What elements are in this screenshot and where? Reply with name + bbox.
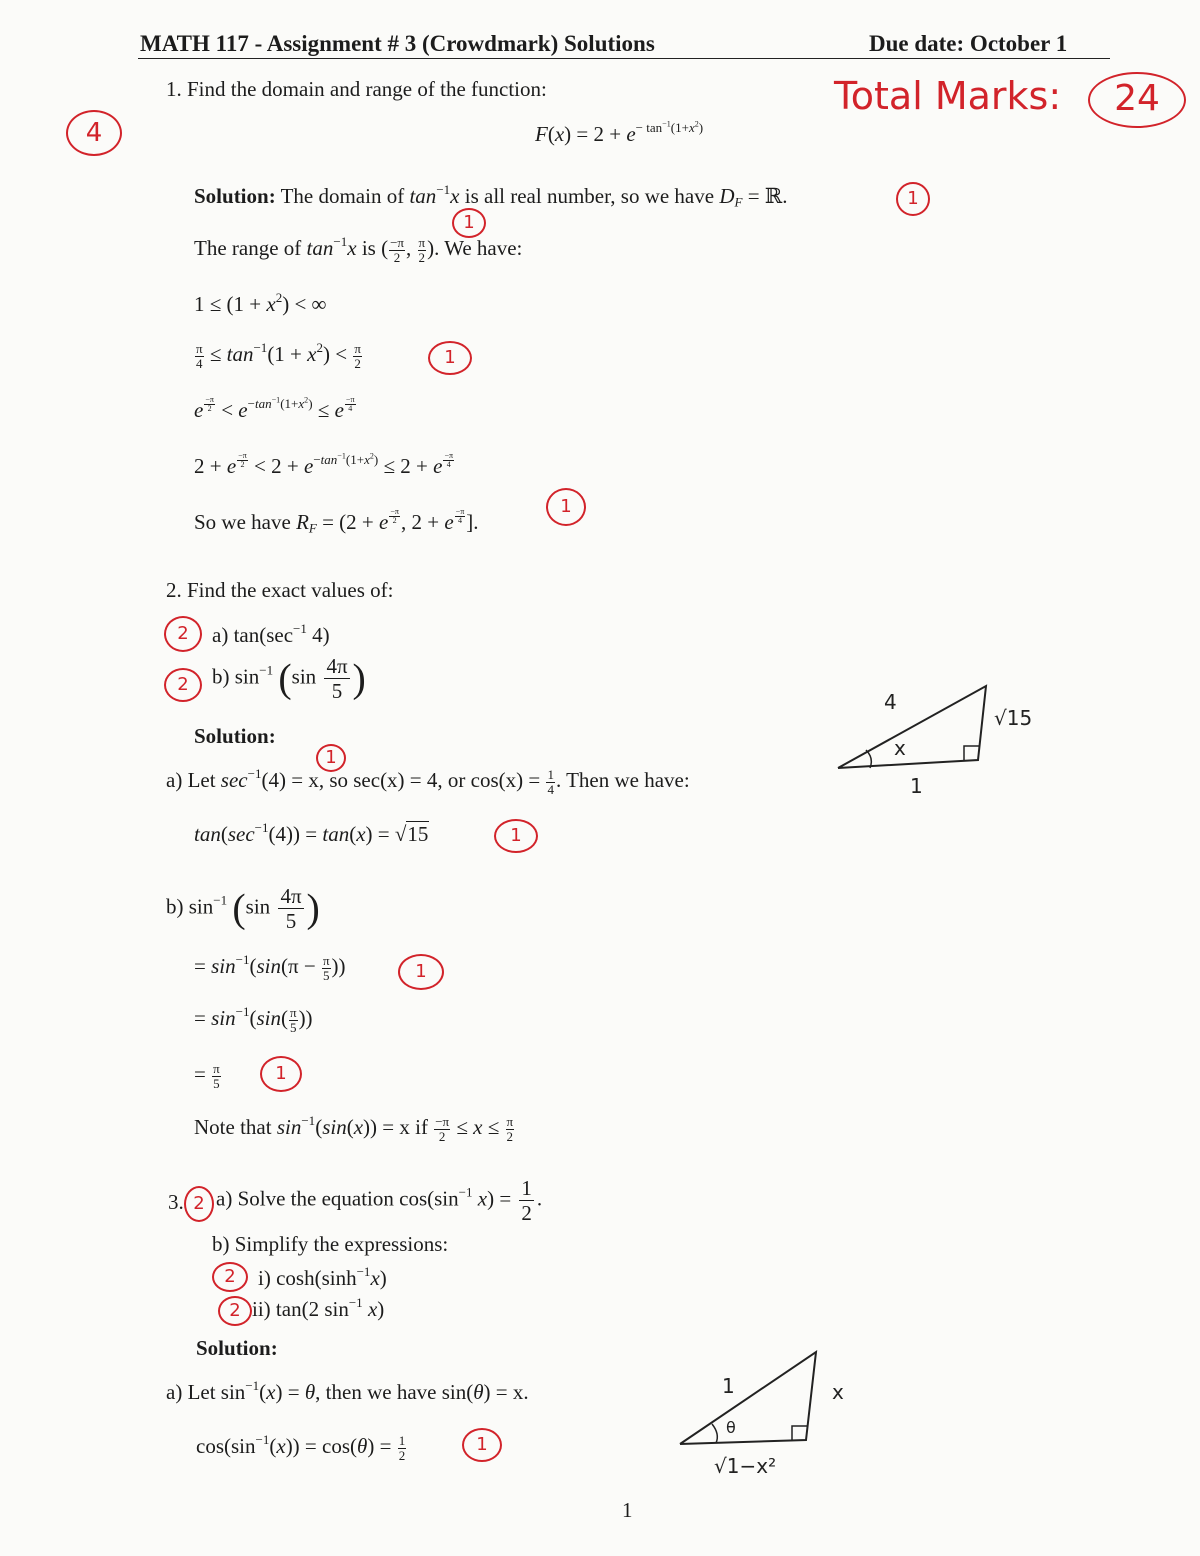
triangle1-opposite: √15: [994, 706, 1033, 730]
q2b-note: Note that $\sin^{-1}(\sin(x)) = x$ if $\frac{-\pi}{2}$ ≤ x ≤ $\frac{\pi}{2}$: [194, 1112, 514, 1144]
triangle-sketch-1: [830, 680, 1070, 800]
total-marks-circle: [1088, 72, 1186, 128]
header-rule: [138, 58, 1110, 59]
q1-prompt: [166, 77, 547, 102]
q3bi-marks-circle: 2: [212, 1262, 248, 1292]
q2b-marks-circle: 2: [164, 668, 202, 702]
q1-prompt-text: Find the domain and range of the function:: [187, 77, 547, 101]
q2b-sol-start: b) $\sin^{-1} (\sin$ $\frac{4\pi}{5}$ ): [166, 884, 320, 934]
q3a-marks-circle: 2: [184, 1186, 214, 1222]
q2a-sol-line: a) Let $\sec^{-1}(4) = x$, so sec(x) = 4, or cos(x) = $\frac{1}{4}$ . Then we have:: [166, 765, 690, 797]
q3a-prompt: a) Solve the equation $\cos(\sin^{-1}$ x) = $\frac{1}{2}$ .: [216, 1176, 543, 1226]
q1-range-result: So we have $R_F = (2 + e$ $^{\frac{-\pi}{2}}$ , 2 + e $^{\frac{-\pi}{4}}$ ].: [194, 507, 479, 536]
q2-number: 2.: [166, 578, 182, 602]
assignment-title: MATH 117 - Assignment # 3 (Crowdmark) Solutions: [140, 31, 655, 56]
q2a-marks-circle: 2: [164, 616, 202, 652]
q1-step-2: $\frac{\pi}{4}$ ≤ $\tan^{-1}(1 + x^2)$ < $\frac{\pi}{2}$: [196, 339, 361, 371]
q2b-step-1: = $\sin^{-1}(\sin(\pi$ − $\frac{\pi}{5}$ )): [194, 951, 346, 983]
triangle2-opposite: x: [832, 1380, 844, 1404]
q1-step-1: $1 \le (1 + x^2)$ < ∞: [194, 289, 327, 316]
q1-function: $F(x) = 2 + e^{- tan^{-1}(1+x^2)}$: [535, 119, 704, 146]
q3b-prompt: b) Simplify the expressions:: [212, 1232, 449, 1256]
q1-step-3: e $^{\frac{-\pi}{2}}$ < $e^{-tan^{-1}(1+x^2)} \le e$ $^{\frac{-\pi}{4}}$: [194, 395, 355, 423]
q3a-result-mark: 1: [462, 1428, 502, 1462]
triangle1-angle: x: [894, 736, 906, 760]
q1-marks-circle: [66, 110, 122, 156]
total-marks-label: Total Marks:: [834, 74, 1062, 118]
q3-solution-label: Solution:: [196, 1336, 278, 1360]
q2b-step-3: = $\frac{\pi}{5}$: [194, 1061, 220, 1091]
q1-solution-label: Solution:: [194, 184, 276, 208]
q1-step2-mark: 1: [428, 341, 472, 375]
q2-prompt-text: Find the exact values of:: [187, 578, 394, 602]
q1-result-mark: 1: [546, 488, 586, 526]
q1-so-we-have: So we have: [194, 510, 291, 535]
q1-range-mark: 1: [452, 208, 486, 238]
q2a-result: $\tan(\sec^{-1}(4)) = \tan(x) = √15$: [194, 819, 429, 846]
q3bii-marks-circle: 2: [218, 1296, 252, 1326]
q1-domain-line: Solution: The domain of $\tan^{-1}x$ is all real number, so we have $D_F$ = ℝ.: [194, 181, 788, 210]
q1-number: 1.: [166, 77, 182, 101]
triangle1-hypotenuse: 4: [884, 690, 897, 714]
due-date: Due date: October 1: [869, 31, 1068, 56]
triangle2-hypotenuse: 1: [722, 1374, 735, 1398]
q1-domain-mark: 1: [896, 182, 930, 216]
q1-domain-text2: is all real number, so we have: [464, 184, 715, 208]
page-number: 1: [622, 1498, 633, 1522]
q3bi-expression: i) $\cosh(\sinh^{-1}x)$: [258, 1263, 387, 1290]
triangle1-adjacent: 1: [910, 774, 923, 798]
q1-domain-text: The domain of: [280, 184, 405, 208]
triangle-sketch-2: [674, 1346, 854, 1456]
q2a-let-mark: 1: [316, 744, 346, 772]
triangle2-angle: θ: [726, 1418, 736, 1437]
q2a-expression: a) $\tan(\sec^{-1}$ 4): [212, 620, 330, 647]
q1-range-text: The range of: [194, 236, 302, 260]
q2b-step3-mark: 1: [260, 1056, 302, 1092]
q1-step-4: 2 + e $^{\frac{-\pi}{2}}$ < $2 + e^{-tan^{-1}(1+x^2)} \le 2 + e$ $^{\frac{-\pi}{4}}$: [194, 451, 454, 479]
q3-number: 3.: [168, 1190, 184, 1214]
q3a-sol-line: a) Let $\sin^{-1}(x) = \theta$, then we have sin(θ) = x.: [166, 1377, 529, 1404]
triangle2-adjacent: √1−x²: [714, 1454, 777, 1478]
q2b-step-2: = $\sin^{-1}(\sin$( $\frac{\pi}{5}$ )): [194, 1003, 313, 1035]
q1-marks: 4: [85, 118, 103, 148]
q2b-expression: b) $\sin^{-1} (\sin$ $\frac{4\pi}{5}$ ): [212, 654, 366, 704]
q2-prompt: [166, 578, 393, 603]
q1-range-line: The range of $\tan^{-1}x$ is ( $\frac{-\pi}{2}$ , $\frac{\pi}{2}$ ). We have:: [194, 233, 523, 265]
total-marks-value: 24: [1114, 78, 1160, 119]
q2b-step1-mark: 1: [398, 954, 444, 990]
q1-we-have: We have:: [444, 236, 523, 260]
q3bii-expression: ii) tan(2 $\sin^{-1} x$): [252, 1294, 385, 1321]
q2-solution-label: Solution:: [194, 724, 276, 748]
q3a-result: $\cos(\sin^{-1}(x)) = \cos(\theta)$ = $\frac{1}{2}$: [196, 1431, 406, 1463]
q2a-result-mark: 1: [494, 819, 538, 853]
